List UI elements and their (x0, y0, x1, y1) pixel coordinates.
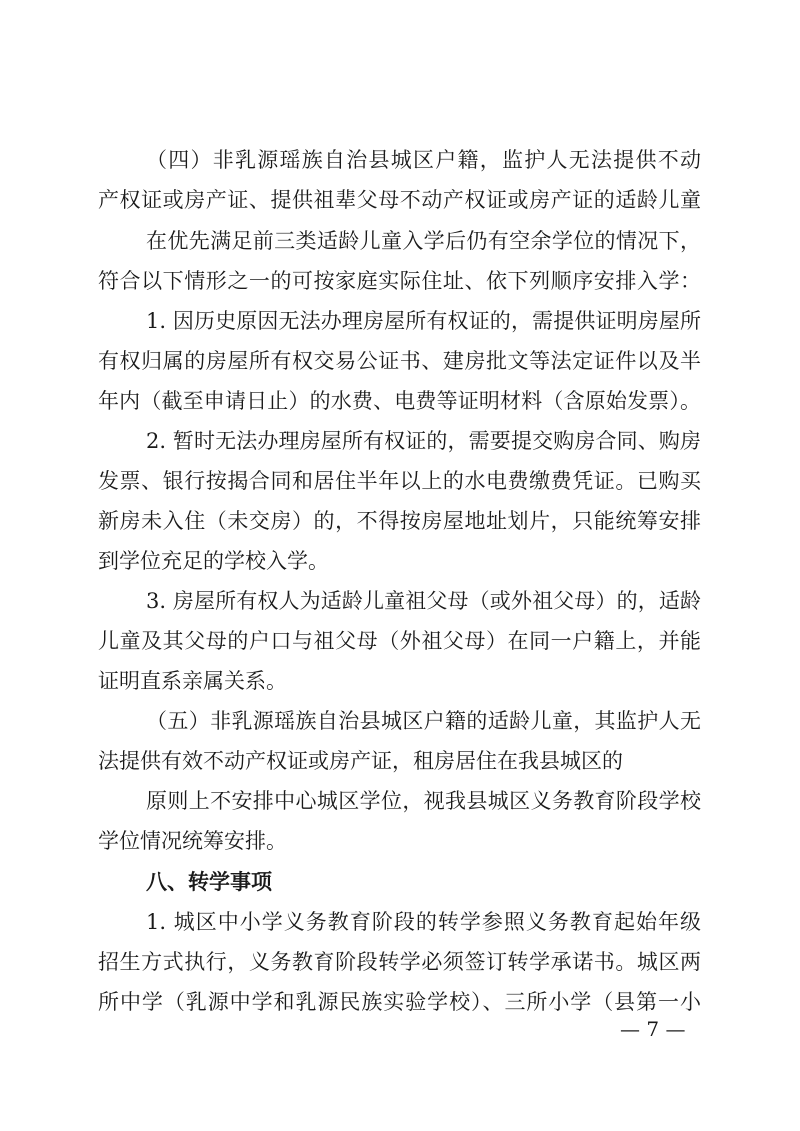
paragraph-4-line-1: （四）非乳源瑶族自治县城区户籍，监护人无法提供不动 (146, 148, 701, 172)
item-3-line-1: 3. 房屋所有权人为适龄儿童祖父母（或外祖父母）的，适龄 (146, 589, 701, 613)
item-1-line-1: 1. 因历史原因无法办理房屋所有权证的，需提供证明房屋所 (146, 309, 701, 333)
item-1-line-2: 有权归属的房屋所有权交易公证书、建房批文等法定证件以及半 (98, 349, 701, 373)
paragraph-4-line-2: 产权证或房产证、提供祖辈父母不动产权证或房产证的适龄儿童 (98, 188, 701, 212)
page-number: — 7 — (620, 1017, 686, 1041)
paragraph-4-condition-line-2: 符合以下情形之一的可按家庭实际住址、依下列顺序安排入学： (98, 269, 701, 293)
paragraph-5-line-2: 法提供有效不动产权证或房产证，租房居住在我县城区的 (98, 749, 623, 773)
transfer-item-1-line-3: 所中学（乳源中学和乳源民族实验学校）、三所小学（县第一小 (98, 990, 701, 1014)
item-2-line-2: 发票、银行按揭合同和居住半年以上的水电费缴费凭证。已购买 (98, 469, 701, 493)
item-1-line-3: 年内（截至申请日止）的水费、电费等证明材料（含原始发票）。 (98, 389, 701, 413)
paragraph-5-rule-line-1: 原则上不安排中心城区学位，视我县城区义务教育阶段学校 (146, 789, 701, 813)
item-2-line-4: 到学位充足的学校入学。 (98, 549, 329, 573)
transfer-item-1-line-1: 1. 城区中小学义务教育阶段的转学参照义务教育起始年级 (146, 910, 701, 934)
transfer-item-1-line-2: 招生方式执行，义务教育阶段转学必须签订转学承诺书。城区两 (98, 950, 701, 974)
item-3-line-2: 儿童及其父母的户口与祖父母（外祖父母）在同一户籍上，并能 (98, 629, 701, 653)
section-heading-transfer: 八、转学事项 (146, 870, 272, 894)
item-2-line-1: 2. 暂时无法办理房屋所有权证的，需要提交购房合同、购房 (146, 429, 701, 453)
item-3-line-3: 证明直系亲属关系。 (98, 669, 287, 693)
paragraph-4-condition-line-1: 在优先满足前三类适龄儿童入学后仍有空余学位的情况下， (146, 229, 701, 253)
paragraph-5-line-1: （五）非乳源瑶族自治县城区户籍的适龄儿童，其监护人无 (146, 709, 701, 733)
item-2-line-3: 新房未入住（未交房）的，不得按房屋地址划片，只能统筹安排 (98, 509, 701, 533)
paragraph-5-rule-line-2: 学位情况统筹安排。 (98, 829, 287, 853)
